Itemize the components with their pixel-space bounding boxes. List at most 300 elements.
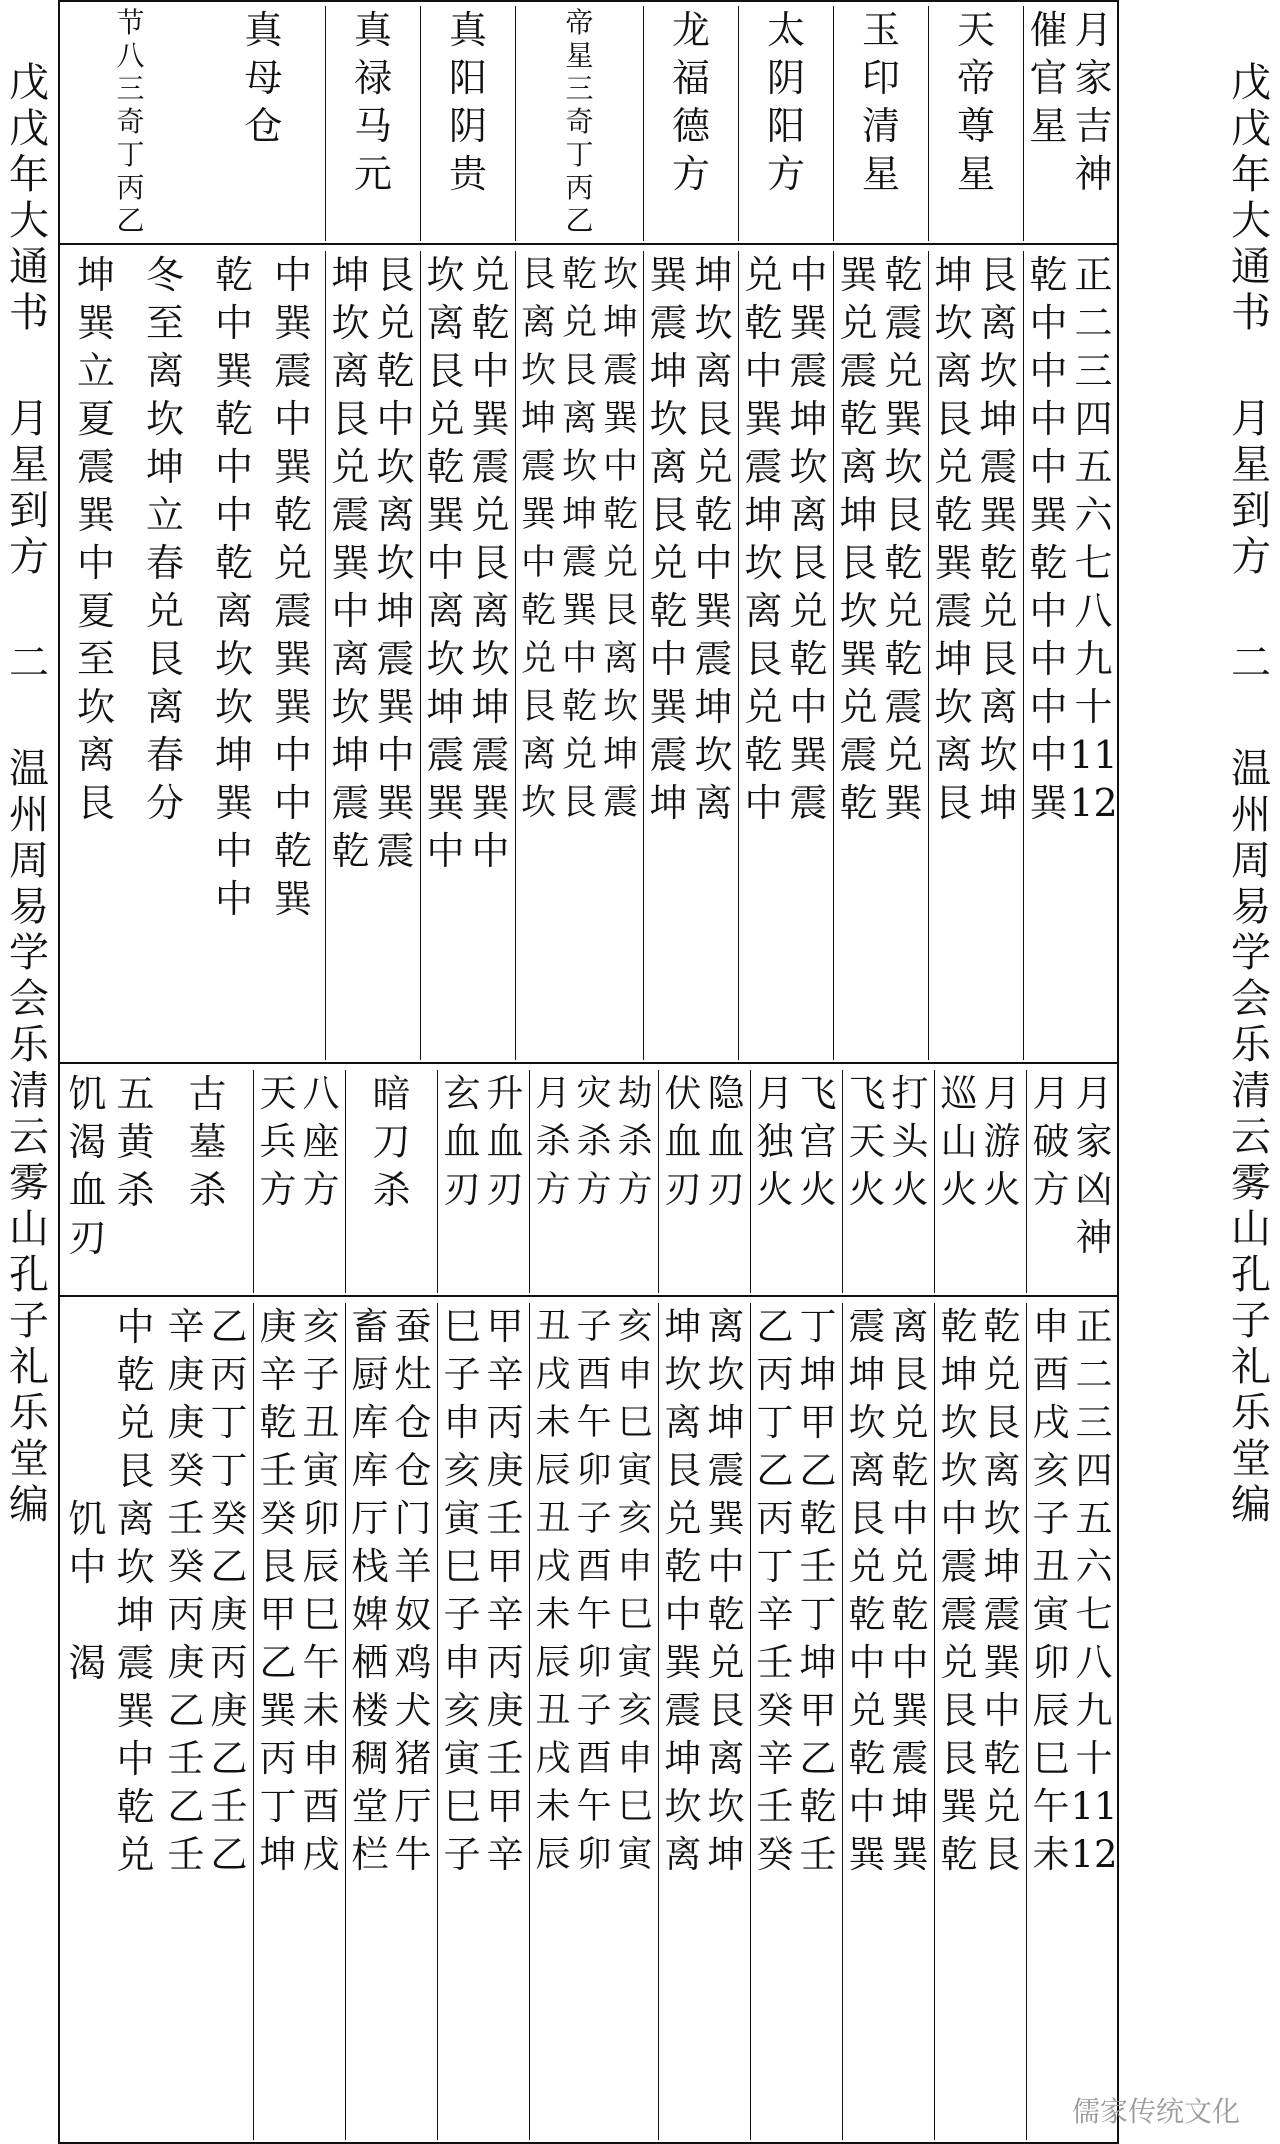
glyph: 库	[351, 1449, 389, 1492]
glyph: 九	[1075, 1689, 1113, 1732]
glyph: 中	[273, 733, 312, 777]
glyph: 帝	[956, 56, 995, 100]
glyph: 离	[331, 349, 370, 393]
glyph: 月	[1075, 1072, 1113, 1115]
glyph: 巽	[520, 495, 556, 535]
glyph: 离	[649, 445, 688, 489]
glyph: 九	[1074, 637, 1113, 681]
glyph: 坤	[799, 1353, 837, 1396]
glyph: 巳	[1032, 1737, 1070, 1780]
glyph: 立	[76, 349, 115, 393]
glyph: 震	[331, 493, 370, 537]
glyph: 艮	[561, 351, 597, 391]
glyph: 艮	[602, 591, 638, 631]
glyph: 巽	[259, 1689, 297, 1732]
glyph: 坤	[214, 733, 253, 777]
glyph: 震	[602, 783, 638, 823]
glyph: 丙	[210, 1641, 248, 1684]
glyph: 巳	[302, 1593, 340, 1636]
divider-middle	[58, 1062, 1119, 1064]
glyph: 正	[1074, 253, 1113, 297]
glyph: 兑	[649, 541, 688, 585]
bottom_body-cell	[530, 1303, 659, 2140]
margin-char: 山	[1231, 1206, 1271, 1252]
glyph: 乾	[561, 687, 597, 727]
glyph: 头	[891, 1120, 929, 1163]
glyph: 离	[934, 733, 973, 777]
glyph: 兑	[884, 733, 923, 777]
margin-char: 乐	[9, 1390, 49, 1436]
glyph: 真	[448, 8, 487, 52]
glyph: 兑	[426, 397, 465, 441]
bottom_body-cell	[346, 1303, 438, 2140]
glyph: 巽	[979, 493, 1018, 537]
glyph: 艮	[664, 1449, 702, 1492]
glyph: 中	[1029, 637, 1068, 681]
glyph: 乾	[273, 829, 312, 873]
mid_headers-cell	[659, 1070, 751, 1293]
glyph: 离	[376, 493, 415, 537]
glyph: 癸	[259, 1497, 297, 1540]
glyph: 辰	[535, 1835, 571, 1875]
glyph: 艮	[839, 541, 878, 585]
glyph: 兵	[259, 1120, 297, 1163]
glyph: 栖	[351, 1641, 389, 1684]
glyph: 寅	[617, 1835, 653, 1875]
glyph: 兑	[839, 301, 878, 345]
top_headers-cell	[421, 6, 516, 241]
glyph: 兑	[116, 1401, 155, 1445]
glyph: 乾	[426, 445, 465, 489]
glyph: 乾	[116, 1785, 155, 1829]
margin-char: 戊	[9, 60, 49, 106]
margin-char: 子	[9, 1298, 49, 1344]
glyph: 午	[576, 1787, 612, 1827]
glyph: 坤	[376, 589, 415, 633]
glyph: 坤	[744, 493, 783, 537]
glyph: 坤	[664, 1737, 702, 1780]
glyph: 坎	[214, 685, 253, 729]
glyph: 辰	[1032, 1689, 1070, 1732]
glyph: 坎	[331, 685, 370, 729]
glyph: 坎	[744, 541, 783, 585]
glyph: 寅	[617, 1643, 653, 1683]
glyph: 离	[602, 639, 638, 679]
glyph: 巽	[602, 399, 638, 439]
glyph: 乾	[273, 493, 312, 537]
glyph: 申	[617, 1739, 653, 1779]
glyph: 巽	[376, 781, 415, 825]
glyph: 巽	[707, 1497, 745, 1540]
glyph: 火	[983, 1168, 1021, 1211]
glyph: 丁	[565, 138, 594, 171]
glyph: 震	[471, 445, 510, 489]
glyph: 杀	[576, 1122, 612, 1162]
glyph: 坤	[934, 637, 973, 681]
glyph: 五	[1075, 1497, 1113, 1540]
glyph: 方	[535, 1170, 571, 1210]
margin-char: 孔	[9, 1252, 49, 1298]
glyph: 离	[426, 589, 465, 633]
margin-char: 通	[1231, 244, 1271, 290]
glyph: 酉	[576, 1547, 612, 1587]
glyph: 三	[116, 72, 145, 105]
glyph: 震	[694, 637, 733, 681]
glyph: 中	[214, 829, 253, 873]
margin-char: 大	[1231, 198, 1271, 244]
glyph: 羊	[394, 1545, 432, 1588]
glyph: 丁	[756, 1401, 794, 1444]
glyph: 午	[576, 1403, 612, 1443]
glyph: 中	[744, 349, 783, 393]
glyph: 夏	[76, 397, 115, 441]
glyph: 古	[188, 1072, 227, 1116]
mid_headers-cell	[438, 1070, 530, 1293]
glyph: 厅	[351, 1497, 389, 1540]
glyph: 家	[1075, 1120, 1113, 1163]
glyph: 坤	[520, 399, 556, 439]
glyph: 六	[1074, 493, 1113, 537]
glyph: 至	[145, 301, 184, 345]
glyph: 震	[273, 589, 312, 633]
glyph: 印	[861, 56, 900, 100]
glyph: 子	[443, 1353, 481, 1396]
glyph: 犬	[394, 1689, 432, 1732]
glyph: 坎	[649, 397, 688, 441]
glyph: 火	[940, 1168, 978, 1211]
glyph: 月	[983, 1072, 1021, 1115]
glyph: 离	[744, 589, 783, 633]
glyph: 艮	[934, 397, 973, 441]
glyph: 未	[535, 1403, 571, 1443]
glyph: 乾	[983, 1737, 1021, 1780]
glyph: 坎	[664, 1353, 702, 1396]
margin-char: 礼	[9, 1344, 49, 1390]
glyph: 乾	[214, 541, 253, 585]
glyph: 巽	[471, 781, 510, 825]
glyph: 乾	[799, 1497, 837, 1540]
glyph: 坎	[983, 1497, 1021, 1540]
glyph: 中	[520, 543, 556, 583]
mid_headers-cell	[254, 1070, 346, 1293]
glyph: 七	[1074, 541, 1113, 585]
glyph: 巽	[273, 877, 312, 921]
glyph: 离	[839, 445, 878, 489]
glyph: 离	[891, 1305, 929, 1348]
glyph: 丙	[167, 1593, 205, 1636]
glyph: 震	[520, 447, 556, 487]
glyph: 巽	[649, 253, 688, 297]
glyph: 神	[1074, 152, 1113, 196]
glyph: 兑	[273, 541, 312, 585]
glyph: 伏	[664, 1072, 702, 1115]
glyph: 灾	[576, 1074, 612, 1114]
glyph: 丙	[116, 171, 145, 204]
glyph: 血	[664, 1120, 702, 1163]
glyph: 中	[471, 829, 510, 873]
glyph: 辰	[302, 1545, 340, 1588]
glyph: 巽	[839, 637, 878, 681]
glyph: 玄	[443, 1072, 481, 1115]
glyph: 震	[839, 349, 878, 393]
glyph: 凶	[1075, 1168, 1113, 1211]
glyph: 癸	[210, 1497, 248, 1540]
glyph: 庚	[167, 1641, 205, 1684]
glyph: 坤	[707, 1401, 745, 1444]
glyph: 坎	[979, 349, 1018, 393]
glyph: 甲	[799, 1689, 837, 1732]
glyph: 中	[76, 541, 115, 585]
glyph: 巽	[273, 301, 312, 345]
margin-char: 方	[9, 534, 49, 580]
glyph: 坤	[983, 1545, 1021, 1588]
glyph: 坎	[76, 685, 115, 729]
glyph: 坤	[561, 495, 597, 535]
glyph: 丙	[486, 1401, 524, 1444]
margin-char: 乐	[9, 1022, 49, 1068]
glyph: 艮	[426, 349, 465, 393]
glyph: 巽	[273, 637, 312, 681]
glyph: 辰	[535, 1451, 571, 1491]
glyph: 龙	[671, 8, 710, 52]
glyph: 坎	[694, 301, 733, 345]
glyph: 未	[1032, 1833, 1070, 1876]
glyph: 坤	[259, 1833, 297, 1876]
margin-char: 云	[9, 1114, 49, 1160]
glyph: 艮	[707, 1689, 745, 1732]
glyph: 太	[766, 8, 805, 52]
margin-char: 雾	[9, 1160, 49, 1206]
glyph: 丙	[259, 1737, 297, 1780]
glyph: 帝	[565, 6, 594, 39]
glyph: 奴	[394, 1593, 432, 1636]
glyph: 坎	[376, 445, 415, 489]
glyph: 丑	[535, 1499, 571, 1539]
glyph: 坎	[839, 589, 878, 633]
glyph: 离	[664, 1833, 702, 1876]
glyph: 坤	[649, 349, 688, 393]
glyph: 酉	[1032, 1353, 1070, 1396]
glyph: 阳	[766, 104, 805, 148]
margin-char: 堂	[9, 1436, 49, 1482]
glyph: 四	[1074, 397, 1113, 441]
glyph: 坤	[979, 397, 1018, 441]
glyph: 乾	[376, 349, 415, 393]
glyph: 离	[520, 735, 556, 775]
glyph: 阴	[448, 104, 487, 148]
glyph: 星	[861, 152, 900, 196]
glyph: 玉	[861, 8, 900, 52]
glyph: 血	[68, 1168, 107, 1212]
glyph: 艮	[694, 397, 733, 441]
glyph: 稠	[351, 1737, 389, 1780]
glyph: 中	[376, 397, 415, 441]
glyph: 二	[1074, 301, 1113, 345]
mid_headers-cell	[162, 1070, 254, 1293]
glyph: 兑	[471, 493, 510, 537]
glyph: 乾	[848, 1737, 886, 1780]
glyph: 庚	[167, 1401, 205, 1444]
glyph: 艮	[259, 1545, 297, 1588]
glyph: 方	[259, 1168, 297, 1211]
glyph: 猪	[394, 1737, 432, 1780]
glyph: 丁	[259, 1785, 297, 1828]
margin-char: 编	[9, 1482, 49, 1528]
glyph: 乾	[848, 1593, 886, 1636]
mid_headers-cell	[935, 1070, 1027, 1293]
glyph: 癸	[167, 1545, 205, 1588]
top_body-cell	[202, 251, 326, 1060]
top_body-cell	[644, 251, 739, 1060]
glyph: 乙	[799, 1737, 837, 1780]
glyph: 杀	[535, 1122, 571, 1162]
glyph: 畜	[351, 1305, 389, 1348]
watermark-text: 儒家传统文化	[1071, 2095, 1240, 2128]
glyph: 壬	[167, 1497, 205, 1540]
margin-char: 堂	[1231, 1436, 1271, 1482]
glyph: 坎	[116, 1545, 155, 1589]
glyph: 黄	[116, 1120, 155, 1164]
glyph: 兑	[707, 1641, 745, 1684]
glyph: 天	[848, 1120, 886, 1163]
margin-char: 星	[1231, 442, 1271, 488]
glyph: 厅	[394, 1785, 432, 1828]
glyph: 刃	[443, 1168, 481, 1211]
glyph: 兑	[561, 735, 597, 775]
glyph: 辰	[535, 1643, 571, 1683]
margin-char: 州	[1231, 792, 1271, 838]
glyph: 坎	[694, 733, 733, 777]
glyph: 震	[789, 781, 828, 825]
glyph: 坤	[940, 1353, 978, 1396]
glyph: 亥	[443, 1689, 481, 1732]
glyph: 申	[617, 1547, 653, 1587]
glyph: 巳	[443, 1545, 481, 1588]
glyph: 渴	[68, 1641, 107, 1685]
glyph: 乾	[649, 589, 688, 633]
glyph: 方	[617, 1170, 653, 1210]
glyph: 艮	[145, 637, 184, 681]
bottom_body-cell	[659, 1303, 751, 2140]
mid_headers-cell	[843, 1070, 935, 1293]
glyph: 艮	[979, 253, 1018, 297]
margin-char: 戊	[1231, 106, 1271, 152]
glyph: 血	[707, 1120, 745, 1163]
glyph: 杀	[617, 1122, 653, 1162]
top_headers-cell	[834, 6, 929, 241]
glyph: 午	[576, 1595, 612, 1635]
glyph: 中	[1029, 445, 1068, 489]
glyph: 艮	[789, 541, 828, 585]
glyph: 春	[145, 541, 184, 585]
glyph: 中	[848, 1785, 886, 1828]
glyph: 中	[1029, 589, 1068, 633]
glyph: 壬	[167, 1737, 205, 1780]
bottom_body-cell	[162, 1303, 254, 2140]
glyph: 方	[576, 1170, 612, 1210]
glyph: 艮	[940, 1689, 978, 1732]
glyph: 离	[145, 349, 184, 393]
glyph: 独	[756, 1120, 794, 1163]
glyph: 中	[68, 1545, 107, 1589]
glyph: 坎	[561, 447, 597, 487]
glyph: 壬	[486, 1497, 524, 1540]
glyph: 丑	[535, 1307, 571, 1347]
margin-char: 清	[1231, 1068, 1271, 1114]
glyph: 巽	[940, 1785, 978, 1828]
glyph: 甲	[486, 1785, 524, 1828]
glyph: 离	[331, 637, 370, 681]
glyph: 兑	[376, 301, 415, 345]
glyph: 甲	[486, 1545, 524, 1588]
glyph: 震	[426, 733, 465, 777]
glyph: 乾	[940, 1833, 978, 1876]
glyph: 刃	[486, 1168, 524, 1211]
glyph: 亥	[443, 1449, 481, 1492]
glyph: 立	[145, 493, 184, 537]
glyph: 子	[576, 1499, 612, 1539]
glyph: 坤	[799, 1641, 837, 1684]
glyph: 寅	[1032, 1593, 1070, 1636]
glyph: 坤	[602, 735, 638, 775]
glyph: 兑	[331, 445, 370, 489]
glyph: 破	[1032, 1120, 1070, 1163]
glyph: 丁	[799, 1305, 837, 1348]
glyph: 中	[471, 349, 510, 393]
glyph: 壬	[799, 1545, 837, 1588]
glyph: 栈	[351, 1545, 389, 1588]
right-margin-title	[1222, 60, 1280, 1528]
glyph: 震	[664, 1689, 702, 1732]
glyph: 中	[214, 493, 253, 537]
glyph: 震	[848, 1305, 886, 1348]
glyph: 未	[302, 1689, 340, 1732]
margin-char: 礼	[1231, 1344, 1271, 1390]
glyph: 巽	[891, 1833, 929, 1876]
glyph: 中	[707, 1545, 745, 1588]
glyph: 仓	[394, 1449, 432, 1492]
glyph: 门	[394, 1497, 432, 1540]
margin-char: 戊	[1231, 60, 1271, 106]
glyph: 乾	[934, 493, 973, 537]
glyph: 巽	[273, 685, 312, 729]
glyph: 尊	[956, 104, 995, 148]
glyph: 子	[576, 1691, 612, 1731]
glyph: 震	[983, 1593, 1021, 1636]
margin-char: 年	[1231, 152, 1271, 198]
glyph: 巳	[617, 1403, 653, 1443]
glyph: 月	[1074, 8, 1113, 52]
margin-char: 学	[9, 930, 49, 976]
top_headers-cell	[1024, 6, 1119, 241]
glyph: 火	[799, 1168, 837, 1211]
glyph: 酉	[576, 1355, 612, 1395]
margin-char: 方	[1231, 534, 1271, 580]
glyph: 兑	[979, 589, 1018, 633]
glyph: 壬	[756, 1641, 794, 1684]
glyph: 寅	[443, 1737, 481, 1780]
glyph: 离	[707, 1737, 745, 1780]
glyph: 坤	[789, 397, 828, 441]
glyph: 巽	[116, 1689, 155, 1733]
glyph: 坎	[979, 733, 1018, 777]
glyph: 中	[214, 445, 253, 489]
glyph: 庚	[167, 1353, 205, 1396]
glyph: 春	[145, 733, 184, 777]
glyph: 巽	[76, 301, 115, 345]
margin-char: 孔	[1231, 1252, 1271, 1298]
glyph: 巽	[789, 733, 828, 777]
